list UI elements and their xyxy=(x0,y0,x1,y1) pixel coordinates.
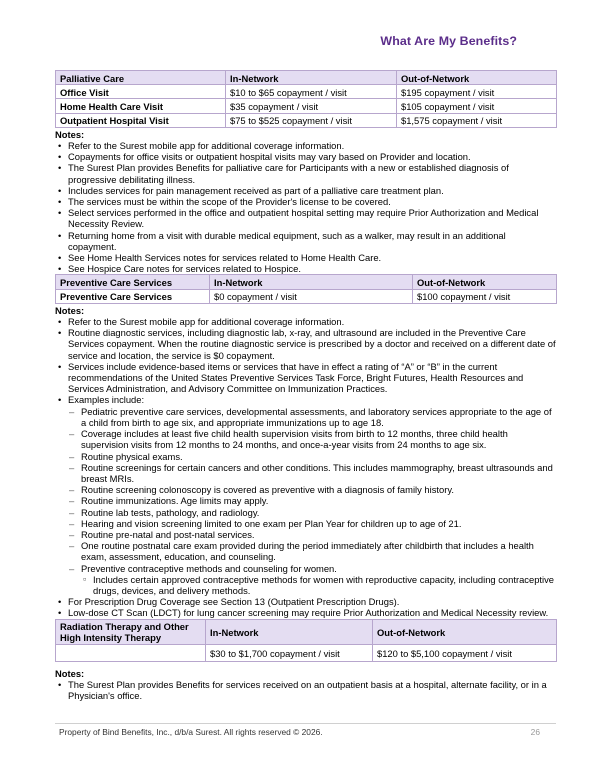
table-row xyxy=(56,644,557,661)
note-item xyxy=(55,394,556,596)
page-title: What Are My Benefits? xyxy=(380,34,517,48)
in-network-cell: $10 to $65 copayment / visit xyxy=(226,85,397,99)
page-number: 26 xyxy=(530,727,540,737)
note-item: • Copayments for office visits or outpatient hospital visits may vary based on Provider and location. xyxy=(55,151,556,162)
example-item: – Routine immunizations. Age limits may apply. xyxy=(68,495,556,506)
out-of-network-cell: $195 copayment / visit xyxy=(397,85,557,99)
in-network-cell: $30 to $1,700 copayment / visit xyxy=(206,644,373,661)
service-name-cell: Preventive Care Services xyxy=(56,289,210,303)
footer-divider xyxy=(55,723,556,724)
palliative-care-table xyxy=(55,70,557,128)
note-item: • Returning home from a visit with durable medical equipment, such as a walker, may result in an additional copayment. xyxy=(55,230,556,252)
example-item: – Routine lab tests, pathology, and radiology. xyxy=(68,507,556,518)
radiation-notes-list xyxy=(55,679,556,701)
sub-example-item: ▫ Includes certain approved contraceptive methods for women with reproductive capacity, including contraceptive drugs, devices, and delivery methods. xyxy=(81,574,556,596)
note-item: • Low-dose CT Scan (LDCT) for lung cancer screening may require Prior Authorization and Medical Necessity review. xyxy=(55,607,556,618)
table-row xyxy=(56,99,557,113)
out-of-network-cell: $1,575 copayment / visit xyxy=(397,113,557,127)
note-item: • Refer to the Surest mobile app for additional coverage information. xyxy=(55,140,556,151)
note-item: • For Prescription Drug Coverage see Section 13 (Outpatient Prescription Drugs). xyxy=(55,596,556,607)
footer-copyright: Property of Bind Benefits, Inc., d/b/a Surest. All rights reserved © 2026. xyxy=(59,727,323,737)
benefits-content xyxy=(55,70,556,702)
table-header-cell: In-Network xyxy=(206,619,373,644)
table-header-cell: Radiation Therapy and Other High Intensity Therapy xyxy=(56,619,206,644)
table-row xyxy=(56,113,557,127)
table-header-row xyxy=(56,619,557,644)
examples-list xyxy=(68,406,556,596)
in-network-cell: $35 copayment / visit xyxy=(226,99,397,113)
notes-heading: Notes: xyxy=(55,128,85,140)
example-item: – Routine screening colonoscopy is covered as preventive with a diagnosis of family history. xyxy=(68,484,556,495)
service-name-cell: Office Visit xyxy=(56,85,226,99)
note-item: • See Home Health Services notes for services related to Home Health Care. xyxy=(55,252,556,263)
table-header-cell: Palliative Care xyxy=(56,71,226,85)
preventive-care-table xyxy=(55,274,557,303)
out-of-network-cell: $120 to $5,100 copayment / visit xyxy=(373,644,557,661)
preventive-notes-list xyxy=(55,316,556,618)
example-text: Preventive contraceptive methods and counseling for women. xyxy=(81,562,337,574)
table-header-cell: In-Network xyxy=(226,71,397,85)
service-name-cell: Outpatient Hospital Visit xyxy=(56,113,226,127)
example-item: – Routine pre-natal and post-natal services. xyxy=(68,529,556,540)
example-item: – Coverage includes at least five child health supervision visits from birth to 12 months, three child health supervision visits from 12 months to 24 months, and once-a-year visits from 24 months to age six. xyxy=(68,428,556,450)
notes-heading: Notes: xyxy=(55,667,85,679)
note-item: • The services must be within the scope of the Provider's license to be covered. xyxy=(55,196,556,207)
note-item: • See Hospice Care notes for services related to Hospice. xyxy=(55,263,556,274)
table-header-cell: In-Network xyxy=(210,275,413,289)
table-header-cell: Preventive Care Services xyxy=(56,275,210,289)
table-row xyxy=(56,85,557,99)
notes-heading: Notes: xyxy=(55,304,85,316)
palliative-notes-list xyxy=(55,140,556,274)
note-item: • Services include evidence-based items or services that have in effect a rating of “A” or “B” in the current recommendations of the United States Preventive Services Task Force, Bright Futures, Health Resources and Services Administration, and Advisory Committee on Immunization Practices. xyxy=(55,361,556,395)
radiation-therapy-table xyxy=(55,619,557,662)
table-header-cell: Out-of-Network xyxy=(373,619,557,644)
note-item: • Includes services for pain management received as part of a palliative care treatment plan. xyxy=(55,185,556,196)
table-header-row xyxy=(56,71,557,85)
example-item: – Routine physical exams. xyxy=(68,451,556,462)
example-item: – One routine postnatal care exam provided during the period immediately after childbirth that includes a health exam, assessment, education, and counseling. xyxy=(68,540,556,562)
table-row xyxy=(56,289,557,303)
note-item: • Refer to the Surest mobile app for additional coverage information. xyxy=(55,316,556,327)
note-item: • Routine diagnostic services, including diagnostic lab, x-ray, and ultrasound are included in the Preventive Care Services copayment. When the routine diagnostic service is prescribed by a doctor and received on a different date of service and location, the service is $0 copayment. xyxy=(55,327,556,361)
in-network-cell: $75 to $525 copayment / visit xyxy=(226,113,397,127)
service-name-cell xyxy=(56,644,206,661)
note-item: • The Surest Plan provides Benefits for services received on an outpatient basis at a hospital, alternate facility, or in a Physician's office. xyxy=(55,679,556,701)
example-item: – Routine screenings for certain cancers and other conditions. This includes mammography, breast ultrasounds and breast MRIs. xyxy=(68,462,556,484)
in-network-cell: $0 copayment / visit xyxy=(210,289,413,303)
out-of-network-cell: $105 copayment / visit xyxy=(397,99,557,113)
service-name-cell: Home Health Care Visit xyxy=(56,99,226,113)
note-item: • Select services performed in the office and outpatient hospital setting may require Prior Authorization and Medical Necessity Review. xyxy=(55,207,556,229)
sub-examples-list xyxy=(81,574,556,596)
example-item: – Pediatric preventive care services, developmental assessments, and laboratory services appropriate to the age of a child from birth to age six, and appropriate immunizations up to age 18. xyxy=(68,406,556,428)
out-of-network-cell: $100 copayment / visit xyxy=(413,289,557,303)
note-text: Examples include: xyxy=(68,394,145,406)
table-header-cell: Out-of-Network xyxy=(397,71,557,85)
example-item xyxy=(68,563,556,597)
table-header-cell: Out-of-Network xyxy=(413,275,557,289)
table-header-row xyxy=(56,275,557,289)
note-item: • The Surest Plan provides Benefits for palliative care for Participants with a new or established diagnosis of progressive debilitating illness. xyxy=(55,162,556,184)
example-item: – Hearing and vision screening limited to one exam per Plan Year for children up to age of 21. xyxy=(68,518,556,529)
